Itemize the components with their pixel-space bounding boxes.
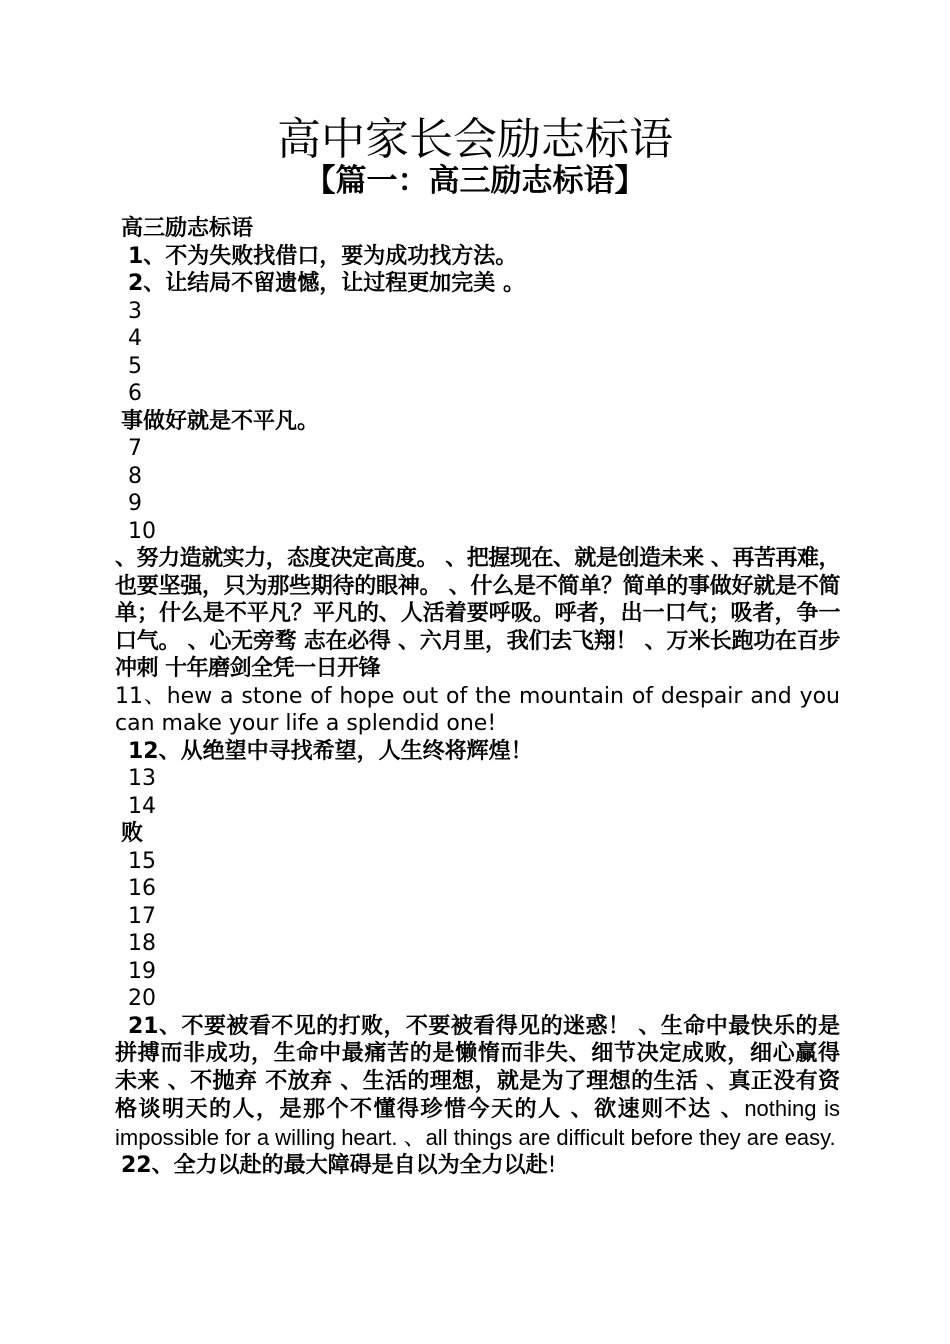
slogan-paragraph-1: 、努力造就实力，态度决定高度。 、把握现在、就是创造未来 、再苦再难，也要坚强，只为那些期待的眼神。 、什么是不简单？简单的事做好就是不简单；什么是不平凡？平凡的、人活着要呼吸。呼者，出一口气；吸者，争一口气。 、心无旁骛 志在必得 、六月里，我们去飞翔！ 、万米长跑功在百步冲刺 十年磨剑全凭一日开锋 [115, 546, 840, 681]
slogan-22 [115, 1152, 840, 1180]
slogan-1: 1、不为失败找借口，要为成功找方法。 [128, 243, 518, 269]
slogan-2: 2、让结局不留遗憾，让过程更加完美 。 [128, 271, 525, 296]
list-number-19: 19 [128, 958, 156, 984]
list-number-7: 7 [128, 436, 142, 461]
list-number-15: 15 [128, 848, 156, 874]
list-number-6: 6 [128, 381, 142, 406]
list-number-10: 10 [128, 518, 156, 544]
list-number-5: 5 [128, 353, 142, 379]
section-heading: 高三励志标语 [121, 216, 254, 241]
slogan-12: 12、从绝望中寻找希望，人生终将辉煌！ [128, 738, 533, 764]
document-title: 高中家长会励志标语 [277, 114, 673, 165]
slogan-paragraph-2-english: nothing is impossible for a willing heart. 、all things are difficult before they are easy. [115, 1096, 840, 1150]
list-number-9: 9 [128, 491, 142, 516]
slogan-22-text: 22、全力以赴的最大障碍是自以为全力以赴 [121, 1153, 548, 1178]
slogan-paragraph-2 [115, 1013, 840, 1153]
fragment-line-2: 败 [121, 821, 144, 846]
document-subtitle: 【篇一：高三励志标语】 [304, 163, 646, 199]
list-number-14: 14 [128, 793, 156, 819]
list-number-4: 4 [128, 326, 142, 351]
slogan-11-english: 11、hew a stone of hope out of the mountain of despair and you can make your life a splendid one! [115, 683, 840, 736]
slogan-paragraph-2-chinese: 21、不要被看不见的打败，不要被看得见的迷惑！ 、生命中最快乐的是拼搏而非成功，生命中最痛苦的是懒惰而非失、细节决定成败，细心赢得未来 、不抛弃 不放弃 、生活的理想，就是为了理想的生活 、真正没有资格谈明天的人，是那个不懂得珍惜今天的人 、欲速则不达 、 [115, 1013, 840, 1122]
list-number-13: 13 [128, 766, 156, 791]
list-number-16: 16 [128, 876, 156, 901]
list-number-17: 17 [128, 903, 156, 929]
list-number-20: 20 [128, 986, 156, 1011]
list-number-8: 8 [128, 463, 142, 489]
document-body [115, 215, 840, 1180]
slogan-22-exclamation: ! [547, 1153, 557, 1178]
fragment-line-1: 事做好就是不平凡。 [121, 408, 320, 434]
list-number-3: 3 [128, 298, 142, 324]
list-number-18: 18 [128, 931, 156, 956]
